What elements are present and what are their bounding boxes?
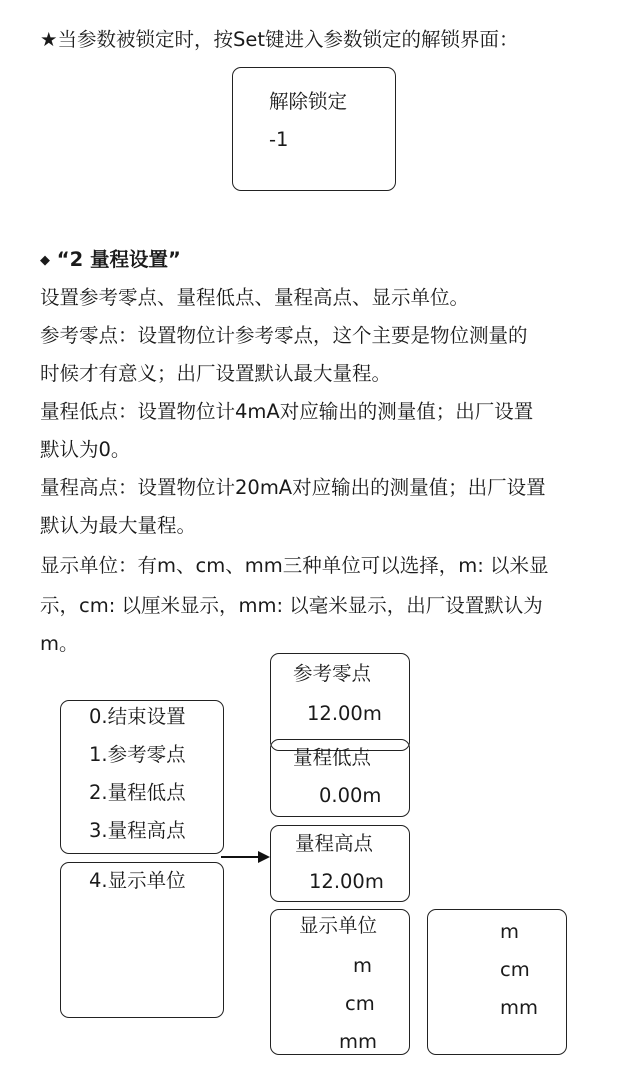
body-line: m。 [40,632,79,655]
range-low-screen [270,739,410,817]
display-unit-screen [270,909,410,1055]
body-line: 量程低点：设置物位计4mA对应输出的测量值；出厂设置 [40,400,534,423]
unit-option: m [500,920,519,943]
unit-option: mm [339,1030,377,1053]
screen-value: 12.00m [307,702,382,725]
unit-option: cm [345,992,375,1015]
section-heading-text: “2 量程设置” [56,248,181,271]
screen-title: 量程高点 [295,832,374,855]
menu-item: 2.量程低点 [89,781,186,804]
screen-value: 0.00m [319,784,382,807]
menu-item: 4.显示单位 [89,869,186,892]
range-high-screen [270,825,410,902]
menu-item: 0.结束设置 [89,705,186,728]
body-line: 量程高点：设置物位计20mA对应输出的测量值；出厂设置 [40,476,546,499]
menu-box-2 [60,862,224,1018]
body-line: 默认为最大量程。 [40,514,197,537]
diamond-bullet-icon: ◆ [40,253,50,268]
menu-item: 1.参考零点 [89,743,186,766]
section-heading [40,248,181,273]
body-line: 示，cm: 以厘米显示，mm: 以毫米显示，出厂设置默认为 [40,594,543,617]
menu-box [60,700,224,854]
screen-title: 量程低点 [293,746,372,769]
unit-option: m [353,954,372,977]
arrow-right-icon [258,851,270,863]
unlock-title: 解除锁定 [269,90,348,113]
menu-item: 3.量程高点 [89,819,186,842]
arrow-line [221,856,261,858]
intro-text: ★当参数被锁定时，按Set键进入参数锁定的解锁界面： [40,28,519,51]
unit-options-screen [427,909,567,1055]
zero-point-screen [270,653,410,751]
unit-option: mm [500,996,538,1019]
body-line: 默认为0。 [40,438,131,461]
body-line: 时候才有意义；出厂设置默认最大量程。 [40,362,392,385]
body-line: 参考零点：设置物位计参考零点，这个主要是物位测量的 [40,324,528,347]
screen-title: 显示单位 [299,914,378,937]
unlock-screen-box [232,67,396,191]
screen-title: 参考零点 [293,662,372,685]
unlock-value: -1 [269,128,289,151]
screen-value: 12.00m [309,870,384,893]
unit-option: cm [500,958,530,981]
body-line: 显示单位：有m、cm、mm三种单位可以选择，m: 以米显 [40,554,549,577]
body-line: 设置参考零点、量程低点、量程高点、显示单位。 [40,286,470,309]
